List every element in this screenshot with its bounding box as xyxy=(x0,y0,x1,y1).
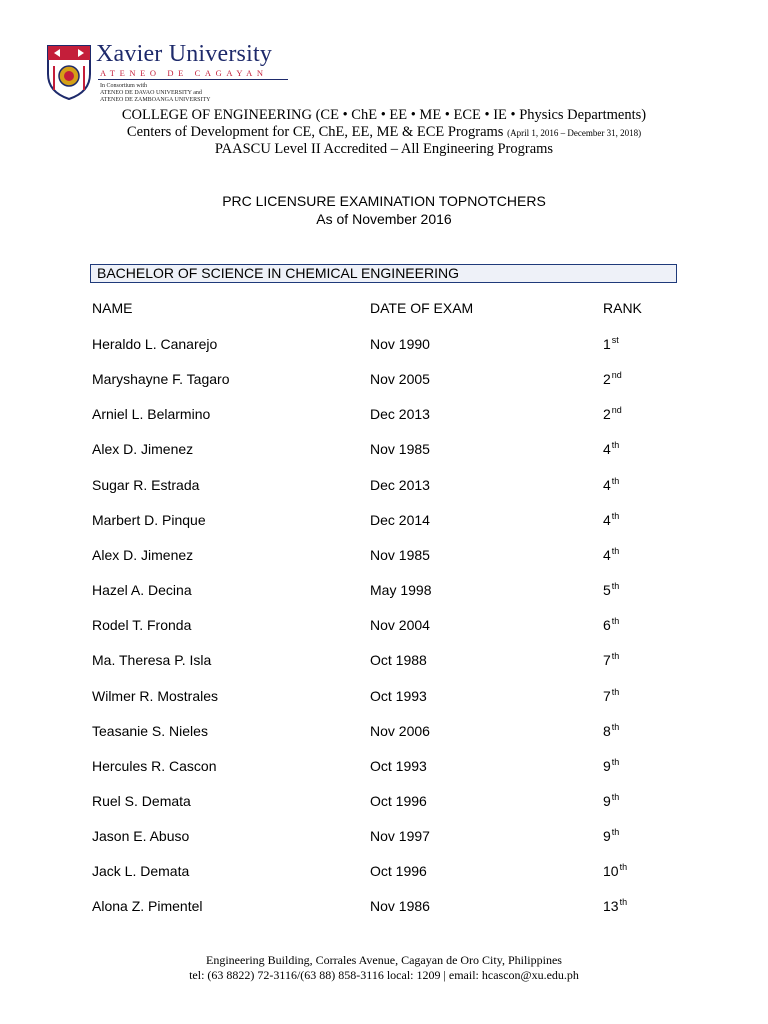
rank-number: 9 xyxy=(603,793,611,809)
rank-suffix: th xyxy=(611,757,620,767)
row-rank xyxy=(603,758,619,774)
table-row xyxy=(0,547,768,567)
row-rank xyxy=(603,898,627,914)
row-date: Nov 1985 xyxy=(370,441,430,457)
row-rank xyxy=(603,723,619,739)
document-subtitle: As of November 2016 xyxy=(316,211,452,227)
row-name: Alex D. Jimenez xyxy=(92,441,194,457)
row-date: Nov 1986 xyxy=(370,898,430,914)
row-date: Nov 2005 xyxy=(370,371,430,387)
table-row xyxy=(0,688,768,708)
row-rank xyxy=(603,477,619,493)
row-rank xyxy=(603,547,619,563)
rank-number: 2 xyxy=(603,371,611,387)
row-date: Oct 1996 xyxy=(370,863,427,879)
row-date: Nov 1997 xyxy=(370,828,430,844)
rank-suffix: th xyxy=(611,792,620,802)
section-header xyxy=(90,264,677,283)
row-name: Hazel A. Decina xyxy=(92,582,192,598)
row-name: Maryshayne F. Tagaro xyxy=(92,371,230,387)
table-row xyxy=(0,723,768,743)
rank-suffix: nd xyxy=(611,405,622,415)
college-line: COLLEGE OF ENGINEERING (CE • ChE • EE • ME • ECE • IE • Physics Departments) xyxy=(121,107,647,123)
university-subtitle: ATENEO DE CAGAYAN xyxy=(100,68,268,78)
row-name: Marbert D. Pinque xyxy=(92,512,206,528)
accreditation-line: PAASCU Level II Accredited – All Engineering Programs xyxy=(214,141,554,157)
rank-number: 7 xyxy=(603,652,611,668)
row-date: Nov 2004 xyxy=(370,617,430,633)
row-name: Teasanie S. Nieles xyxy=(92,723,208,739)
row-rank xyxy=(603,688,619,704)
row-name: Hercules R. Cascon xyxy=(92,758,217,774)
table-row xyxy=(0,582,768,602)
rank-suffix: th xyxy=(611,827,620,837)
row-name: Jack L. Demata xyxy=(92,863,190,879)
row-name: Alex D. Jimenez xyxy=(92,547,194,563)
rank-number: 7 xyxy=(603,688,611,704)
row-name: Ma. Theresa P. Isla xyxy=(92,652,212,668)
row-name: Ruel S. Demata xyxy=(92,793,191,809)
table-header-row xyxy=(0,300,768,320)
rank-suffix: th xyxy=(619,862,628,872)
rank-number: 10 xyxy=(603,863,619,879)
row-rank xyxy=(603,406,622,422)
rank-number: 9 xyxy=(603,828,611,844)
row-name: Jason E. Abuso xyxy=(92,828,190,844)
row-date: May 1998 xyxy=(370,582,432,598)
footer-contact: tel: (63 8822) 72-3116/(63 88) 858-3116 local: 1209 | email: hcascon@xu.edu.ph xyxy=(189,968,579,982)
row-date: Oct 1988 xyxy=(370,652,427,668)
table-row xyxy=(0,336,768,356)
rank-number: 2 xyxy=(603,406,611,422)
rank-suffix: th xyxy=(611,511,620,521)
rank-number: 5 xyxy=(603,582,611,598)
rank-number: 13 xyxy=(603,898,619,914)
university-name: Xavier University xyxy=(96,41,273,67)
row-date: Oct 1993 xyxy=(370,688,427,704)
row-rank xyxy=(603,512,619,528)
table-row xyxy=(0,617,768,637)
rank-suffix: th xyxy=(611,581,620,591)
row-date: Nov 2006 xyxy=(370,723,430,739)
row-rank xyxy=(603,617,619,633)
consortium-note xyxy=(100,83,211,104)
footer-address: Engineering Building, Corrales Avenue, Cagayan de Oro City, Philippines xyxy=(206,953,562,967)
rank-suffix: nd xyxy=(611,370,622,380)
row-name: Rodel T. Fronda xyxy=(92,617,192,633)
table-row xyxy=(0,898,768,918)
centers-line xyxy=(0,124,768,141)
row-date: Dec 2013 xyxy=(370,406,430,422)
row-rank xyxy=(603,582,619,598)
rank-suffix: th xyxy=(611,440,620,450)
rank-suffix: th xyxy=(619,897,628,907)
centers-line-main: Centers of Development for CE, ChE, EE, ME & ECE Programs xyxy=(126,124,504,140)
rank-suffix: th xyxy=(611,687,620,697)
rank-number: 6 xyxy=(603,617,611,633)
rank-number: 4 xyxy=(603,477,611,493)
rank-suffix: th xyxy=(611,616,620,626)
table-row xyxy=(0,406,768,426)
row-rank xyxy=(603,441,619,457)
column-header-name: NAME xyxy=(92,300,133,316)
row-rank xyxy=(603,652,619,668)
table-row xyxy=(0,828,768,848)
centers-line-dates: (April 1, 2016 – December 31, 2018) xyxy=(507,128,642,138)
letterhead-rule xyxy=(98,79,288,80)
document-title: PRC LICENSURE EXAMINATION TOPNOTCHERS xyxy=(222,193,546,209)
row-name: Alona Z. Pimentel xyxy=(92,898,203,914)
row-date: Dec 2014 xyxy=(370,512,430,528)
row-name: Arniel L. Belarmino xyxy=(92,406,211,422)
table-row xyxy=(0,371,768,391)
rank-number: 8 xyxy=(603,723,611,739)
table-row xyxy=(0,652,768,672)
section-title: BACHELOR OF SCIENCE IN CHEMICAL ENGINEERING xyxy=(97,265,459,281)
column-header-date: DATE OF EXAM xyxy=(370,300,474,316)
rank-suffix: th xyxy=(611,722,620,732)
row-date: Dec 2013 xyxy=(370,477,430,493)
rank-number: 4 xyxy=(603,441,611,457)
rank-number: 4 xyxy=(603,547,611,563)
consortium-line: In Consortium with xyxy=(100,83,148,89)
row-rank xyxy=(603,793,619,809)
rank-suffix: th xyxy=(611,546,620,556)
rank-number: 4 xyxy=(603,512,611,528)
row-name: Sugar R. Estrada xyxy=(92,477,200,493)
row-date: Nov 1985 xyxy=(370,547,430,563)
consortium-line: ATENEO DE DAVAO UNIVERSITY and xyxy=(100,90,202,96)
table-row xyxy=(0,477,768,497)
row-rank xyxy=(603,828,619,844)
row-rank xyxy=(603,336,619,352)
column-header-rank: RANK xyxy=(603,300,642,316)
rank-number: 9 xyxy=(603,758,611,774)
table-row xyxy=(0,512,768,532)
table-row xyxy=(0,793,768,813)
rank-suffix: st xyxy=(611,335,619,345)
table-row xyxy=(0,441,768,461)
row-date: Oct 1996 xyxy=(370,793,427,809)
row-date: Nov 1990 xyxy=(370,336,430,352)
rank-suffix: th xyxy=(611,476,620,486)
table-row xyxy=(0,758,768,778)
row-name: Wilmer R. Mostrales xyxy=(92,688,219,704)
row-rank xyxy=(603,371,622,387)
row-date: Oct 1993 xyxy=(370,758,427,774)
rank-number: 1 xyxy=(603,336,611,352)
xu-shield-icon xyxy=(46,44,92,100)
rank-suffix: th xyxy=(611,651,620,661)
row-name: Heraldo L. Canarejo xyxy=(92,336,218,352)
table-row xyxy=(0,863,768,883)
consortium-line: ATENEO DE ZAMBOANGA UNIVERSITY xyxy=(100,97,211,103)
row-rank xyxy=(603,863,627,879)
